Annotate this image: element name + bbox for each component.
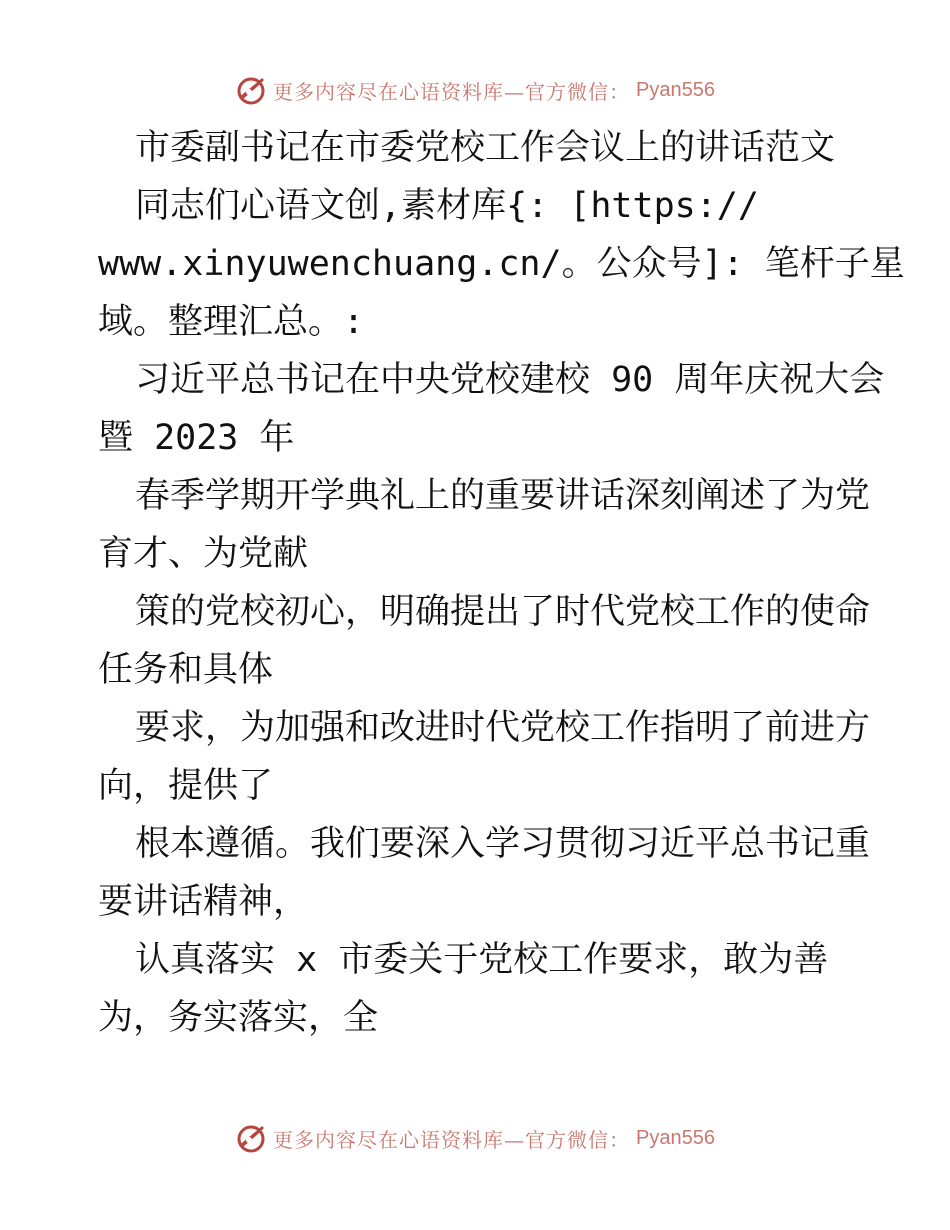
- text-line: 根本遵循。我们要深入学习贯彻习近平总书记重: [135, 824, 871, 864]
- text-line: 要求，为加强和改进时代党校工作指明了前进方: [135, 708, 871, 748]
- footer-banner-text: 更多内容尽在心语资料库—官方微信：: [273, 1127, 631, 1152]
- brush-pen-logo-icon: [235, 1122, 267, 1154]
- header-banner-text: 更多内容尽在心语资料库—官方微信：: [273, 79, 631, 104]
- footer-banner[interactable]: [0, 1118, 950, 1158]
- header-banner[interactable]: [0, 70, 950, 110]
- header-wechat-id: Pyan556: [636, 78, 715, 101]
- text-line: 任务和具体: [98, 650, 274, 690]
- document-title: 市委副书记在市委党校工作会议上的讲话范文: [135, 128, 836, 168]
- text-line: 策的党校初心，明确提出了时代党校工作的使命: [135, 592, 871, 632]
- text-line: 为，务实落实，全: [98, 998, 379, 1038]
- text-line: www.xinyuwenchuang.cn/。公众号]: 笔杆子星: [98, 244, 905, 284]
- text-line: 同志们心语文创,素材库{: [https://: [135, 186, 759, 226]
- footer-wechat-id: Pyan556: [636, 1126, 715, 1149]
- brush-pen-logo-icon: [235, 74, 267, 106]
- text-line: 向，提供了: [98, 766, 274, 806]
- text-line: 习近平总书记在中央党校建校 90 周年庆祝大会: [135, 360, 885, 400]
- text-line: 要讲话精神，: [98, 882, 309, 922]
- text-line: 春季学期开学典礼上的重要讲话深刻阐述了为党: [135, 476, 871, 516]
- text-line: 育才、为党献: [98, 534, 309, 574]
- text-line: 域。整理汇总。:: [98, 302, 365, 342]
- text-line: 认真落实 x 市委关于党校工作要求，敢为善: [135, 940, 829, 980]
- text-line: 暨 2023 年: [98, 418, 295, 458]
